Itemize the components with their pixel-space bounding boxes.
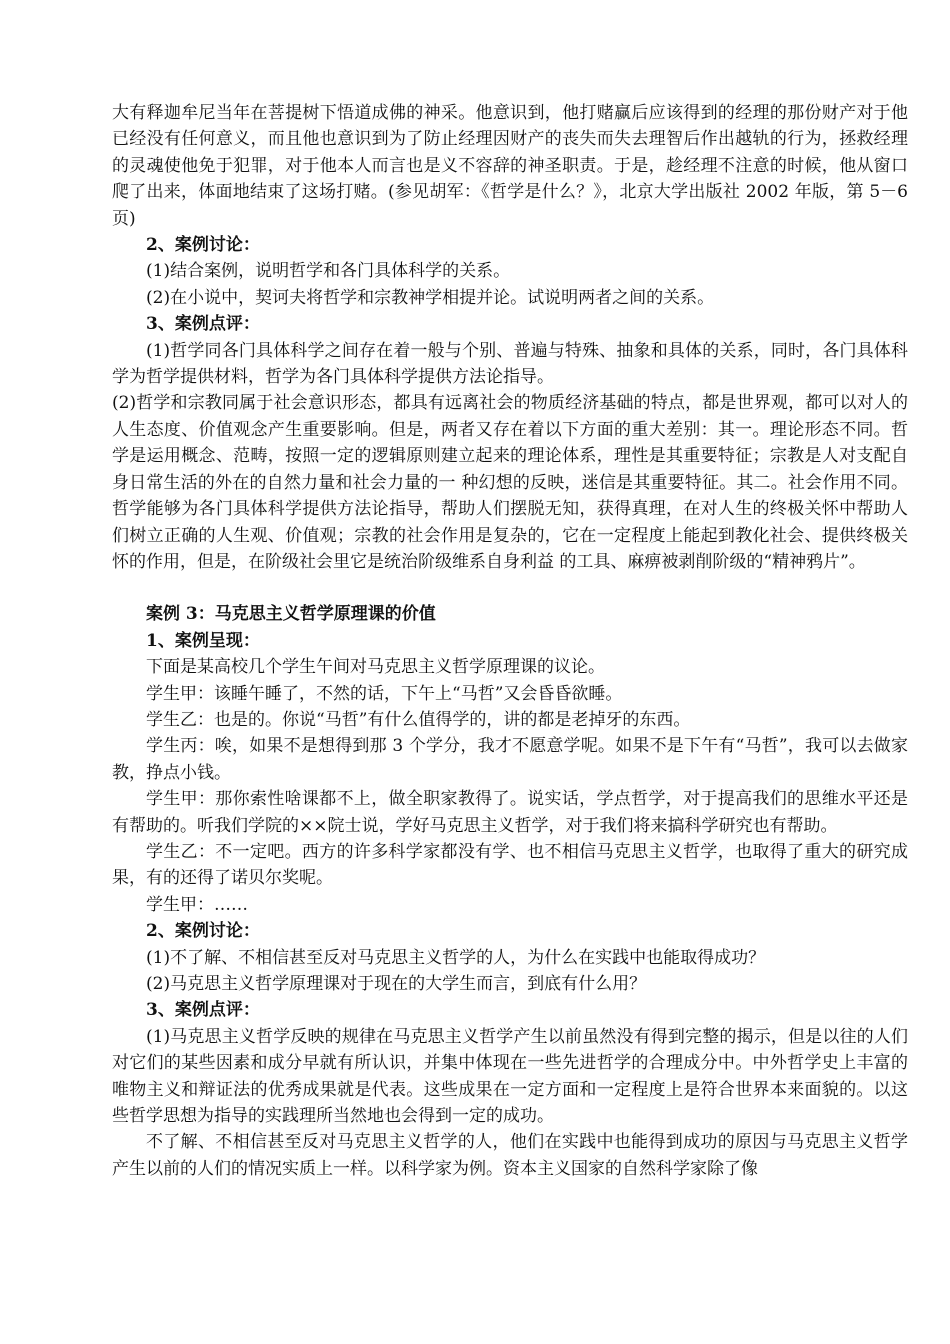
discussion-question: (1)结合案例，说明哲学和各门具体科学的关系。 — [146, 261, 511, 282]
case-title: 案例 3：马克思主义哲学原理课的价值 — [146, 604, 436, 625]
review-heading: 3、案例点评： — [146, 314, 260, 335]
review-paragraph: (2)哲学和宗教同属于社会意识形态，都具有远离社会的物质经济基础的特点，都是世界观，都可以对人的人生态度、价值观念产生重要影响。但是，两者又存在着以下方面的重大差别：其一。理论形态不同。哲学是运用概念、范畴，按照一定的逻辑原则建立起来的理论体系，理性是其重要特征；宗教是人对支配自身日常生活的外在的自然力量和社会力量的一 种幻想的反映，迷信是其重要特征。其二。社会作用不同。哲学能够为各门具体科学提供方法论指导，帮助人们摆脱无知，获得真理，在对人生的终极关怀中帮助人 们树立正确的人生观、价值观；宗教的社会作用是复杂的，它在一定程度上能起到教化社会、提供终极关怀的作用，但是，在阶级社会里它是统治阶级维系自身利益 的工具、麻痹被剥削阶级的“精神鸦片”。 — [112, 393, 908, 572]
dialogue-line: 学生丙：唉，如果不是想得到那 3 个学分，我才不愿意学呢。如果不是下午有“马哲”，我可以去做家教，挣点小钱。 — [112, 736, 908, 783]
discussion-heading: 2、案例讨论： — [146, 235, 260, 256]
section-spacer — [112, 575, 908, 601]
discussion-question: (2)在小说中，契诃夫将哲学和宗教神学相提并论。试说明两者之间的关系。 — [146, 287, 715, 308]
document-body — [112, 100, 908, 1182]
dialogue-line: 学生甲：那你索性啥课都不上，做全职家教得了。说实话，学点哲学，对于提高我们的思维水平还是有帮助的。听我们学院的××院士说，学好马克思主义哲学，对于我们将来搞科学研究也有帮助。 — [112, 789, 908, 836]
dialogue-line: 下面是某高校几个学生午间对马克思主义哲学原理课的议论。 — [146, 657, 605, 678]
presentation-heading: 1、案例呈现： — [146, 630, 260, 651]
review-paragraph: (1)马克思主义哲学反映的规律在马克思主义哲学产生以前虽然没有得到完整的揭示，但是以往的人们对它们的某些因素和成分早就有所认识，并集中体现在一些先进哲学的合理成分中。中外哲学史上丰富的唯物主义和辩证法的优秀成果就是代表。这些成果在一定方面和一定程度上是符合世界本来面貌的。以这些哲学思想为指导的实践理所当然地也会得到一定的成功。 — [112, 1026, 908, 1127]
dialogue-line: 学生乙：不一定吧。西方的许多科学家都没有学、也不相信马克思主义哲学，也取得了重大的研究成果，有的还得了诺贝尔奖呢。 — [112, 841, 908, 889]
discussion-question: (1)不了解、不相信甚至反对马克思主义哲学的人，为什么在实践中也能取得成功？ — [146, 947, 766, 968]
discussion-question: (2)马克思主义哲学原理课对于现在的大学生而言，到底有什么用？ — [146, 974, 647, 994]
review-paragraph: (1)哲学同各门具体科学之间存在着一般与个别、普遍与特殊、抽象和具体的关系，同时，各门具体科学为哲学提供材料，哲学为各门具体科学提供方法论指导。 — [112, 340, 908, 388]
review-paragraph: 不了解、不相信甚至反对马克思主义哲学的人，他们在实践中也能得到成功的原因与马克思主义哲学产生以前的人们的情况实质上一样。以科学家为例。资本主义国家的自然科学家除了像 — [112, 1132, 908, 1179]
intro-paragraph: 大有释迦牟尼当年在菩提树下悟道成佛的神采。他意识到，他打赌赢后应该得到的经理的那份财产对于他已经没有任何意义，而且他也意识到为了防止经理因财产的丧失而失去理智后作出越轨的行为，拯救经理的灵魂使他免于犯罪，对于他本人而言也是义不容辞的神圣职责。于是，趁经理不注意的时候，他从窗口爬了出来，体面地结束了这场打赌。(参见胡军：《哲学是什么？》，北京大学出版社 2002 年版，第 5－6 页) — [112, 103, 908, 229]
dialogue-line: 学生甲：…… — [146, 894, 248, 915]
dialogue-line: 学生甲：该睡午睡了，不然的话，下午上“马哲”又会昏昏欲睡。 — [146, 683, 623, 704]
review-heading: 3、案例点评： — [146, 1000, 260, 1021]
dialogue-line: 学生乙：也是的。你说“马哲”有什么值得学的，讲的都是老掉牙的东西。 — [146, 709, 691, 730]
discussion-heading: 2、案例讨论： — [146, 921, 260, 942]
